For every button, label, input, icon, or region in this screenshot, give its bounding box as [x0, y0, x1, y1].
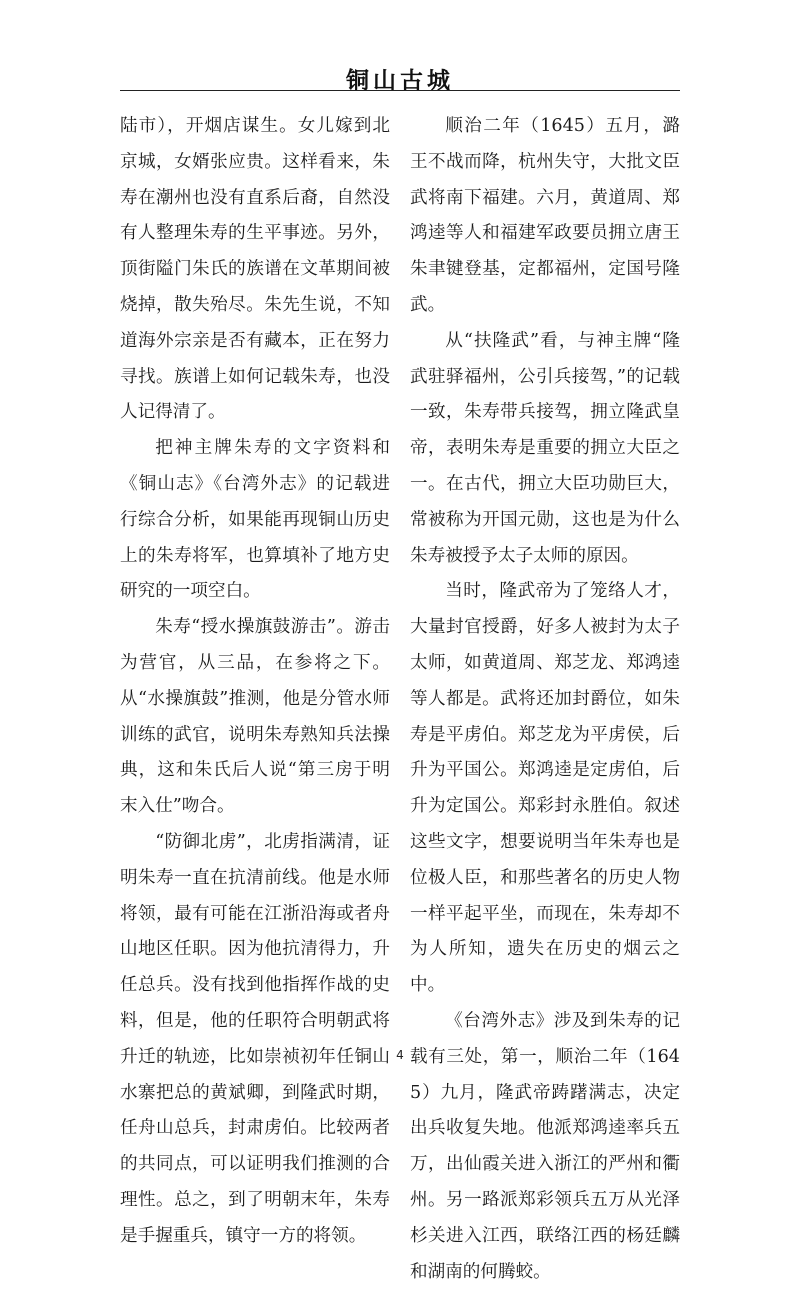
left-text-column: [120, 109, 390, 1255]
paragraph: 把神主牌朱寿的文字资料和《铜山志》《台湾外志》的记载进行综合分析，如果能再现铜山历史上的朱寿将军，也算填补了地方史研究的一项空白。: [120, 438, 390, 602]
paragraph: 当时，隆武帝为了笼络人才，大量封官授爵，好多人被封为太子太师，如黄道周、郑芝龙、郑鸿逵等人都是。武将还加封爵位，如朱寿是平虏伯。郑芝龙为平虏侯，后升为平国公。郑鸿逵是定虏伯，后升为定国公。郑彩封永胜伯。叙述这些文字，想要说明当年朱寿也是位极人臣，和那些著名的历史人物一样平起平坐，而现在，朱寿却不为人所知，遗失在历史的烟云之中。: [410, 581, 680, 996]
right-text-column: [410, 109, 680, 1290]
header-divider: [120, 90, 680, 91]
paragraph: “防御北虏”，北虏指满清，证明朱寿一直在抗清前线。他是水师将领，最有可能在江浙沿海或者舟山地区任职。因为他抗清得力，升任总兵。没有找到他指挥作战的史料，但是，他的任职符合明朝武将升迁的轨迹，比如崇祯初年任铜山水寨把总的黄斌卿，到隆武时期，任舟山总兵，封肃虏伯。比较两者的共同点，可以证明我们推测的合理性。总之，到了明朝末年，朱寿是手握重兵，镇守一方的将领。: [120, 831, 390, 1246]
running-header-title: 铜山古城: [346, 68, 454, 94]
paragraph: 《台湾外志》涉及到朱寿的记载有三处，第一，顺治二年（1645）九月，隆武帝踌躇满志，决定出兵收复失地。他派郑鸿逵率兵五万，出仙霞关进入浙江的严州和衢州。另一路派郑彩领兵五万从光泽杉关进入江西，联络江西的杨廷麟和湖南的何腾蛟。: [410, 1010, 680, 1282]
page-number: 4: [396, 1048, 404, 1062]
paragraph: 从“扶隆武”看，与神主牌“隆武驻驿福州，公引兵接驾，”的记载一致，朱寿带兵接驾，拥立隆武皇帝，表明朱寿是重要的拥立大臣之一。在古代，拥立大臣功勋巨大，常被称为开国元勋，这也是为什么朱寿被授予太子太师的原因。: [410, 330, 680, 566]
paragraph: 顺治二年（1645）五月，潞王不战而降，杭州失守，大批文臣武将南下福建。六月，黄道周、郑鸿逵等人和福建军政要员拥立唐王朱聿键登基，定都福州，定国号隆武。: [410, 116, 680, 315]
paragraph: 朱寿“授水操旗鼓游击”。游击为营官，从三品，在参将之下。从“水操旗鼓”推测，他是分管水师训练的武官，说明朱寿熟知兵法操典，这和朱氏后人说“第三房于明末入仕”吻合。: [120, 617, 390, 817]
paragraph: 陆市），开烟店谋生。女儿嫁到北京城，女婿张应贵。这样看来，朱寿在潮州也没有直系后裔，自然没有人整理朱寿的生平事迹。另外，顶街隘门朱氏的族谱在文革期间被烧掉，散失殆尽。朱先生说，不知道海外宗亲是否有藏本，正在努力寻找。族谱上如何记载朱寿，也没人记得清了。: [120, 116, 390, 423]
